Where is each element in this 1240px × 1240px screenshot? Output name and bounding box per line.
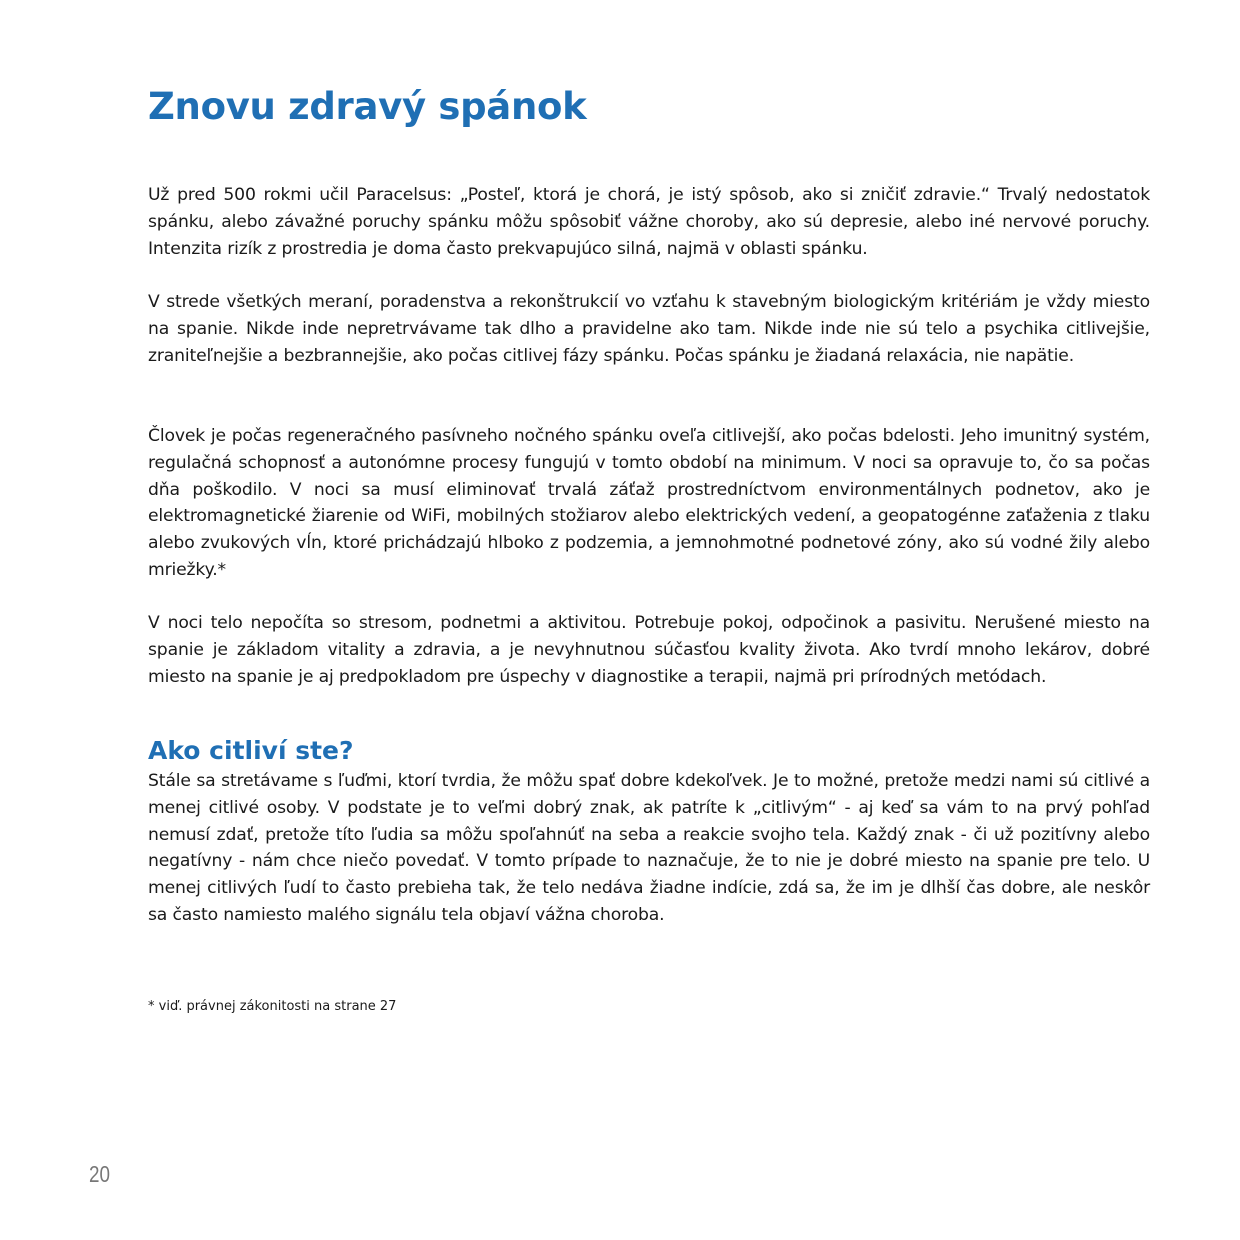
paragraph-sleeping-place: V strede všetkých meraní, poradenstva a rekonštrukcií vo vzťahu k stavebným biologickým kritériám je vždy miesto na spanie. Nikde inde nepretrvávame tak dlho a pravidelne ako tam. Nikde inde nie sú telo a psychika citlivejšie, zraniteľnejšie a bezbrannejšie, ako počas citlivej fázy spánku. Počas spánku je žiadaná relaxácia, nie napätie. (148, 292, 1150, 366)
page-title: Znovu zdravý spánok (148, 85, 587, 128)
section-heading-sensitivity: Ako citliví ste? (148, 736, 354, 765)
paragraph-sensitivity: Stále sa stretávame s ľuďmi, ktorí tvrdia, že môžu spať dobre kdekoľvek. Je to možné, pretože medzi nami sú citlivé a menej citlivé osoby. V podstate je to veľmi dobrý znak, ak patríte k „citlivým“ - aj keď sa vám to na prvý pohľad nemusí zdať, pretože títo ľudia sa môžu spoľahnúť na seba a reakcie svojho tela. Každý znak - či už pozitívny alebo negatívny - nám chce niečo povedať. V tomto prípade to naznačuje, že to nie je dobré miesto na spanie pre telo. U menej citlivých ľudí to často prebieha tak, že telo nedáva žiadne indície, zdá sa, že im je dlhší čas dobre, ale neskôr sa často namiesto malého signálu tela objaví vážna choroba. (148, 771, 1150, 925)
paragraph-paracelsus: Už pred 500 rokmi učil Paracelsus: „Posteľ, ktorá je chorá, je istý spôsob, ako si zničiť zdravie.“ Trvalý nedostatok spánku, alebo závažné poruchy spánku môžu spôsobiť vážne choroby, ako sú depresie, alebo iné nervové poruchy. Intenzita rizík z prostredia je doma často prekvapujúco silná, najmä v oblasti spánku. (148, 185, 1150, 259)
footnote: * viď. právnej zákonitosti na strane 27 (148, 999, 397, 1014)
page-number: 20 (89, 1161, 110, 1187)
paragraph-regeneration: Človek je počas regeneračného pasívneho nočného spánku oveľa citlivejší, ako počas bdelosti. Jeho imunitný systém, regulačná schopnosť a autonómne procesy fungujú v tomto období na minimum. V noci sa opravuje to, čo sa počas dňa poškodilo. V noci sa musí eliminovať trvalá záťaž prostredníctvom environmentálnych podnetov, ako je elektromagnetické žiarenie od WiFi, mobilných stožiarov alebo elektrických vedení, a geopatogénne zaťaženia z tlaku alebo zvukových vĺn, ktoré prichádzajú hlboko z podzemia, a jemnohmotné podnetové zóny, ako sú vodné žily alebo mriežky.* (148, 426, 1150, 580)
paragraph-night-rest: V noci telo nepočíta so stresom, podnetmi a aktivitou. Potrebuje pokoj, odpočinok a pasivitu. Nerušené miesto na spanie je základom vitality a zdravia, a je nevyhnutnou súčasťou kvality života. Ako tvrdí mnoho lekárov, dobré miesto na spanie je aj predpokladom pre úspechy v diagnostike a terapii, najmä pri prírodných metódach. (148, 613, 1150, 687)
